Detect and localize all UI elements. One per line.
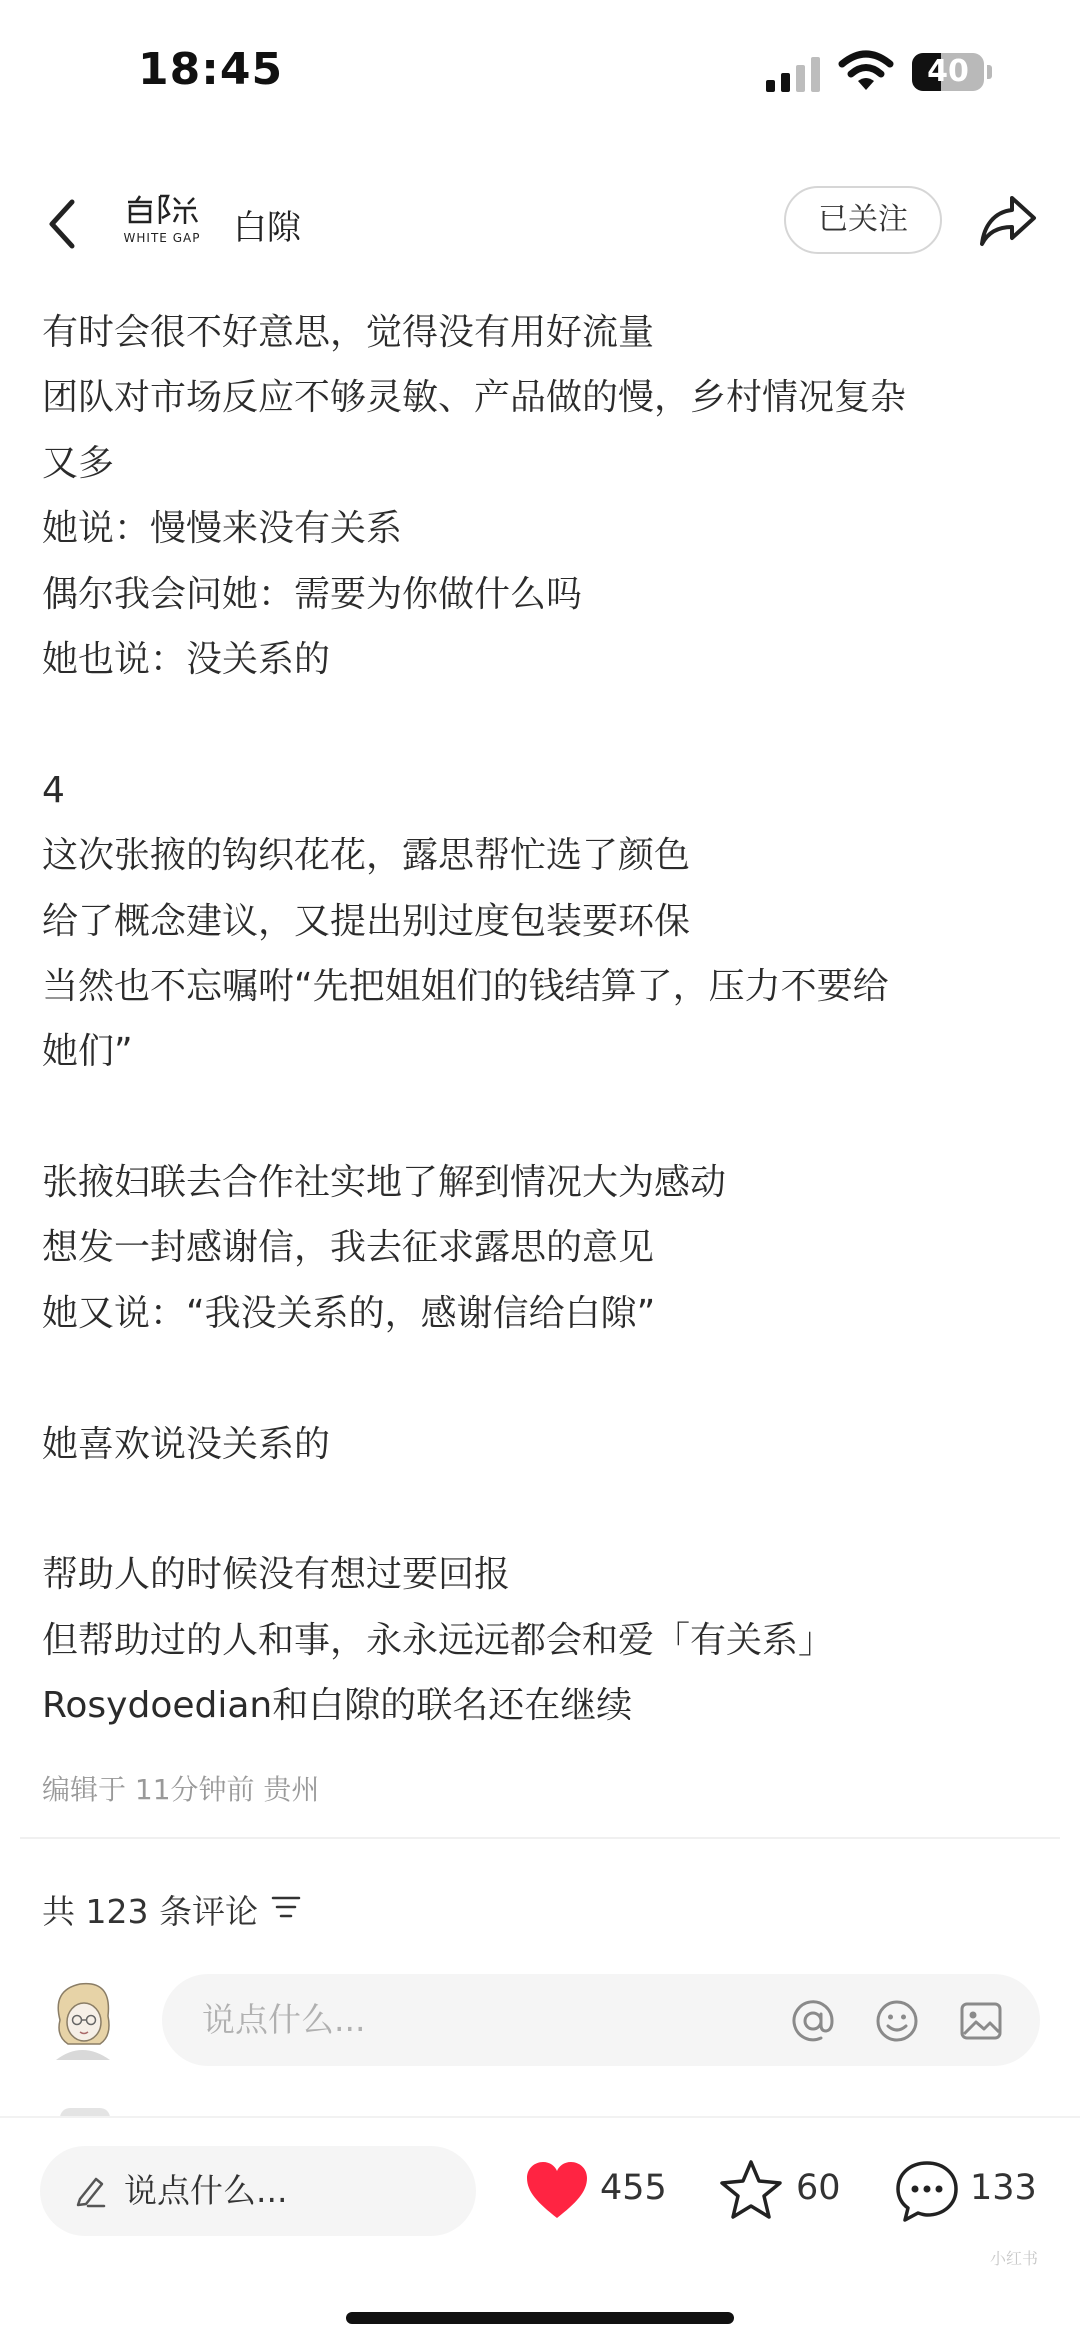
status-time: 18:45: [138, 44, 284, 95]
at-icon[interactable]: [790, 1998, 836, 2044]
emoji-icon[interactable]: [874, 1998, 920, 2044]
battery-icon: [912, 53, 984, 91]
user-avatar[interactable]: [42, 1970, 124, 2066]
article-line: [42, 1477, 1042, 1542]
image-icon[interactable]: [958, 1998, 1004, 2044]
article-line: 有时会很不好意思，觉得没有用好流量: [42, 312, 655, 353]
like-count[interactable]: 455: [600, 2168, 667, 2208]
article-line: 团队对市场反应不够灵敏、产品做的慢，乡村情况复杂: [42, 377, 907, 419]
chat-bubble-icon[interactable]: [894, 2158, 960, 2224]
edit-meta: 编辑于 11分钟前 贵州: [42, 1773, 320, 1806]
status-bar: [0, 0, 1080, 150]
sort-icon[interactable]: [270, 1894, 302, 1920]
article-line: 又多: [42, 442, 115, 484]
back-icon[interactable]: [40, 194, 84, 254]
author-avatar[interactable]: [112, 180, 212, 270]
article-line: Rosydoedian和白隙的联名还在继续: [42, 1685, 633, 1727]
comment-count-label: 共 123 条评论: [42, 1892, 258, 1931]
signal-icon: [764, 56, 824, 92]
article-line: 她说：慢慢来没有关系: [42, 508, 403, 550]
article-line: 想发一封感谢信，我去征求露思的意见: [42, 1227, 655, 1269]
article-line: [42, 1346, 1042, 1411]
comment-input[interactable]: [162, 1974, 1040, 2066]
article-line: 给了概念建议，又提出别过度包装要环保: [42, 900, 691, 942]
article-body: [42, 300, 1042, 1739]
article-line: 当然也不忘嘱咐“先把姐姐们的钱结算了，压力不要给: [42, 965, 889, 1007]
white-gap-logo-mark: [122, 192, 202, 228]
post-header: [0, 180, 1080, 270]
article-line: 帮助人的时候没有想过要回报: [42, 1554, 511, 1596]
comment-input-placeholder: 说点什么...: [202, 2000, 366, 2039]
article-line: 4: [42, 769, 65, 811]
logo-caption: WHITE GAP: [123, 231, 201, 245]
article-line: 她也说：没关系的: [42, 638, 331, 680]
author-name[interactable]: 白隙: [233, 208, 301, 248]
bottom-input-placeholder: 说点什么...: [124, 2171, 288, 2210]
article-line: 但帮助过的人和事，永永远远都会和爱「有关系」: [42, 1619, 835, 1661]
watermark: 小红书: [990, 2249, 1039, 2268]
battery-cap: [987, 65, 992, 79]
article-line: 她喜欢说没关系的: [42, 1423, 331, 1465]
collect-count[interactable]: 60: [796, 2168, 841, 2208]
home-indicator[interactable]: [346, 2312, 734, 2324]
bottom-comment-input[interactable]: [40, 2146, 476, 2236]
article-line: 她们”: [42, 1031, 133, 1073]
article-line: 张掖妇联去合作社实地了解到情况大为感动: [42, 1162, 727, 1204]
follow-button[interactable]: 已关注: [784, 186, 942, 254]
article-line: [42, 692, 1042, 757]
star-icon[interactable]: [718, 2158, 784, 2222]
battery-level: 40: [927, 54, 969, 89]
section-divider: [20, 1837, 1060, 1839]
article-line: 偶尔我会问她：需要为你做什么吗: [42, 573, 583, 615]
pencil-icon: [72, 2173, 108, 2209]
wifi-icon: [838, 50, 894, 92]
share-icon[interactable]: [978, 192, 1038, 250]
comment-count[interactable]: 133: [970, 2168, 1037, 2208]
bottom-action-bar: [0, 2116, 1080, 2340]
article-line: 这次张掖的钩织花花，露思帮忙选了颜色: [42, 835, 691, 877]
article-line: 她又说：“我没关系的，感谢信给白隙”: [42, 1292, 656, 1334]
article-line: [42, 1085, 1042, 1150]
heart-icon[interactable]: [524, 2160, 590, 2222]
